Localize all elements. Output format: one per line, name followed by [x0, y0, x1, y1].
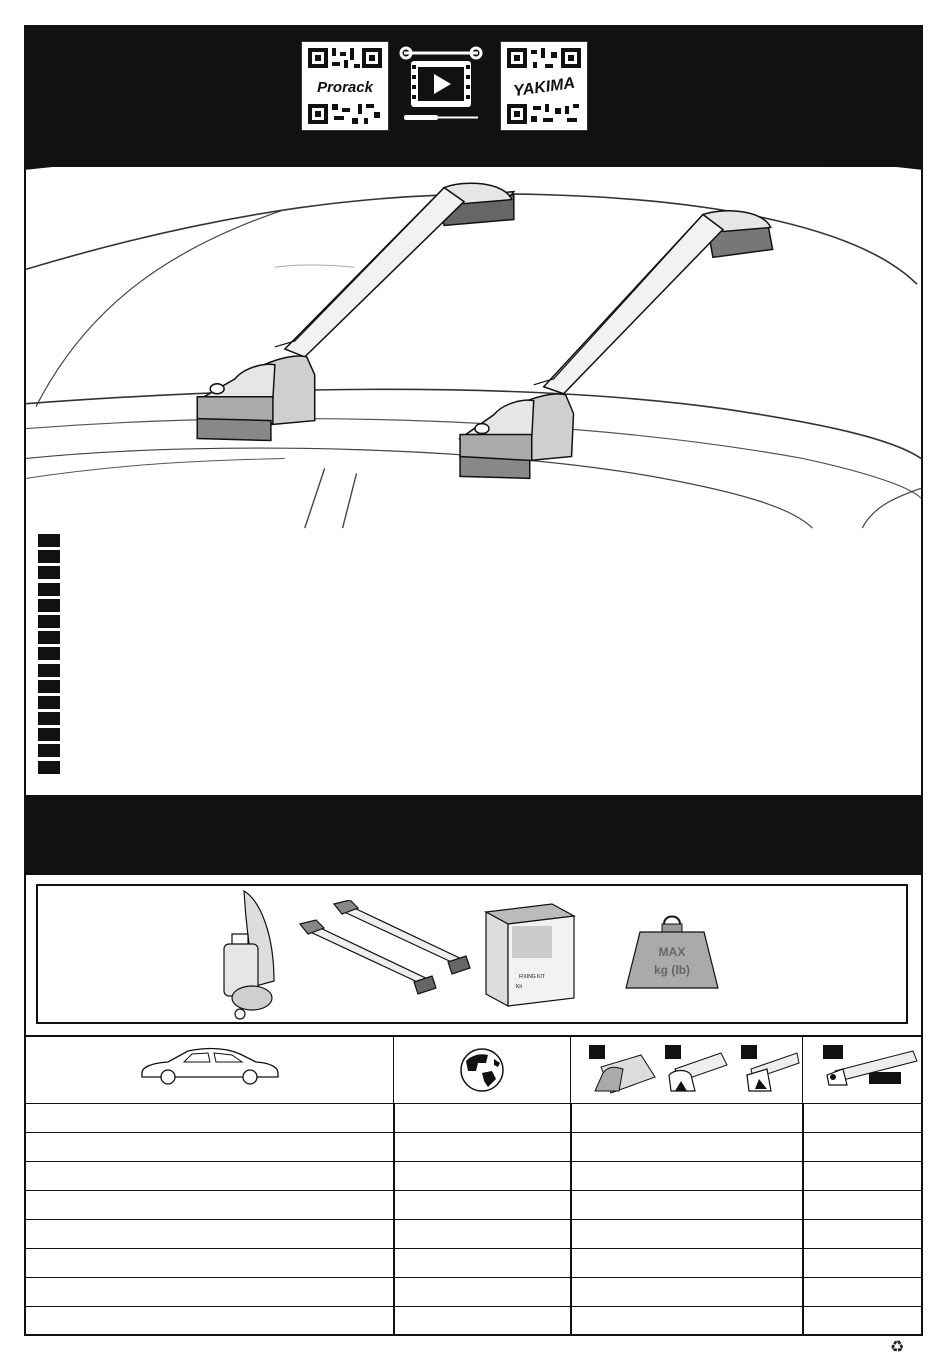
- language-tile: [38, 664, 60, 677]
- foot-type-icons: [591, 1047, 801, 1099]
- language-tile: [38, 647, 60, 660]
- language-tile: [38, 550, 60, 563]
- fixing-kit-box-icon: [482, 902, 578, 1012]
- table-header-car: [26, 1037, 394, 1103]
- language-tile: [38, 680, 60, 693]
- car-icon: [138, 1045, 282, 1087]
- instruction-sheet: [24, 25, 923, 1336]
- language-tile: [38, 615, 60, 628]
- table-header-foot-types: [571, 1037, 803, 1103]
- box-label-text: FIXING KIT: [519, 974, 545, 980]
- language-tile: [38, 744, 60, 757]
- weight-unit-label: kg (lb): [654, 963, 690, 977]
- language-tile: [38, 761, 60, 774]
- table-header-foot-type-d: [803, 1037, 923, 1103]
- application-table: [26, 1035, 921, 1336]
- prorack-logo: Prorack: [317, 79, 373, 96]
- box-brand-text: Kit: [516, 984, 522, 990]
- qr-code-prorack[interactable]: [301, 41, 389, 131]
- video-play-icon[interactable]: [398, 43, 484, 129]
- table-header-region: [394, 1037, 571, 1103]
- luggage-icon: [216, 886, 288, 1024]
- language-tile: [38, 566, 60, 579]
- max-load-weight-icon: [622, 912, 722, 992]
- language-tile: [38, 599, 60, 612]
- language-tile: [38, 696, 60, 709]
- crossbars-kit-icon: [296, 900, 476, 1000]
- roof-rack-illustration: [26, 139, 921, 529]
- language-tile: [38, 712, 60, 725]
- weight-max-label: MAX: [658, 945, 686, 959]
- language-list: [38, 534, 62, 777]
- language-tile: [38, 631, 60, 644]
- crossbar-front: [460, 211, 773, 479]
- kit-contents: [36, 884, 908, 1024]
- language-tile: [38, 583, 60, 596]
- qr-code-yakima[interactable]: [500, 41, 588, 131]
- recycle-icon: ♻: [890, 1339, 905, 1356]
- language-tile: [38, 534, 60, 547]
- crossbar-rear: [197, 183, 514, 440]
- foot-type-icon: [821, 1049, 921, 1089]
- yakima-logo: YAKIMA: [512, 74, 577, 101]
- globe-icon: [458, 1047, 506, 1093]
- language-tile: [38, 728, 60, 741]
- section-band: [26, 795, 921, 875]
